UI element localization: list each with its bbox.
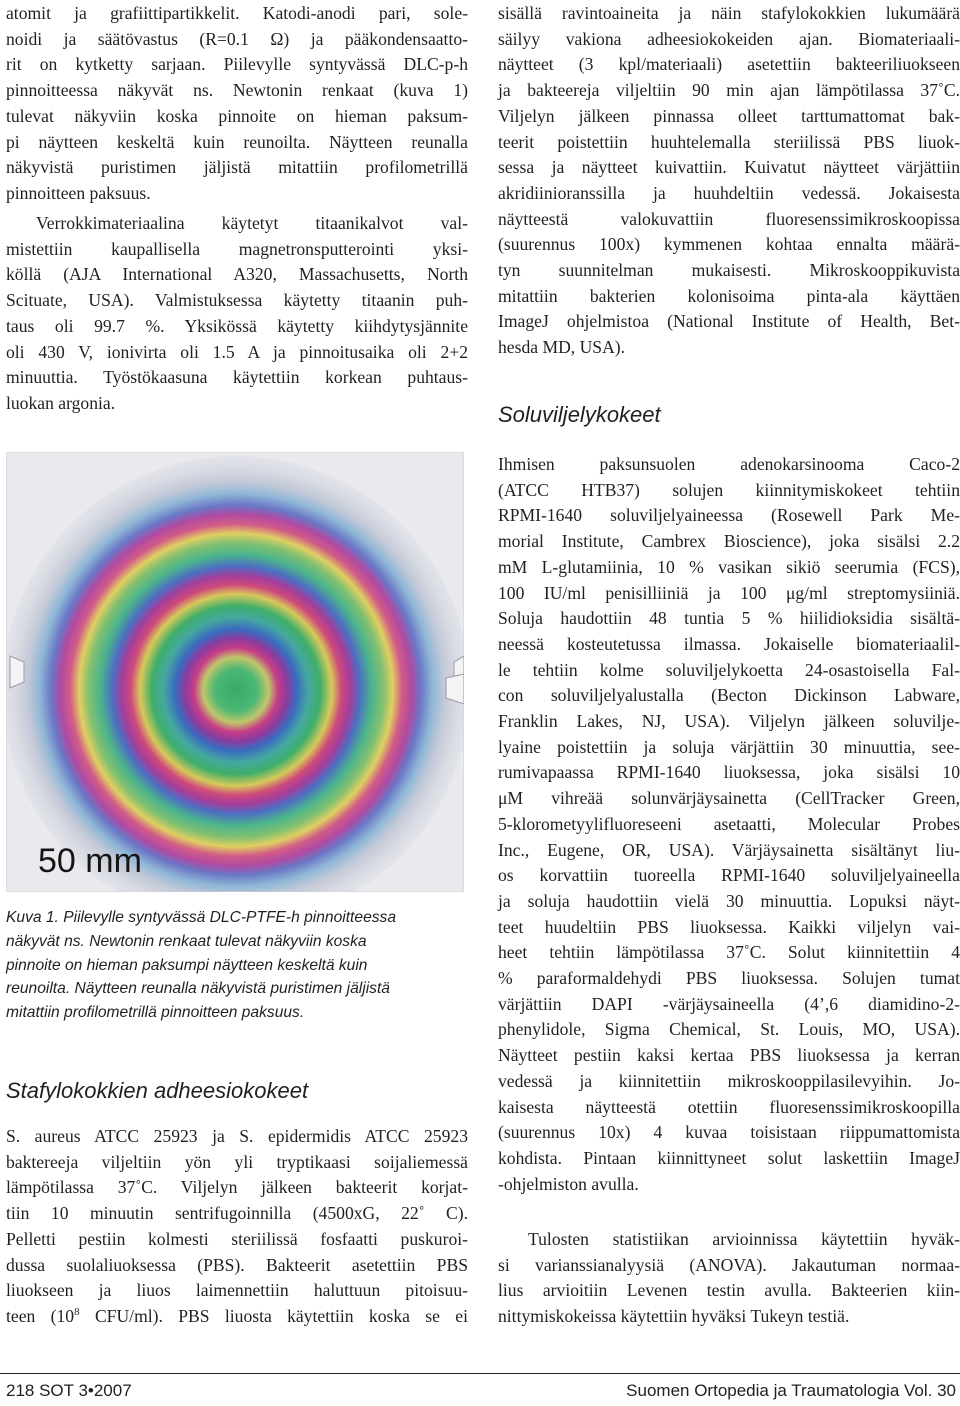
text-line: näytteet (3 kpl/materiaali) asetettiin bakteeriliuokseen (498, 54, 960, 75)
text-line: Soluja haudottiin 48 tuntia 5 % hiilidioksidia sisältä- (498, 608, 960, 629)
footer-rule (0, 1373, 960, 1374)
text-line: phenylidole, Sigma Chemical, St. Louis, MO, USA). (498, 1019, 960, 1040)
left-paragraph-2 (6, 211, 468, 417)
text-line: Scituate, USA). Valmistuksessa käytetty titaanin puh- (6, 290, 468, 311)
text-line: rumivapaassa RPMI-1640 liuoksessa, joka sisälsi 10 (498, 762, 960, 783)
text-line: kohdista. Pintaan kiinnittyneet solut laskettiin ImageJ (498, 1147, 960, 1168)
caption-line: Kuva 1. Piilevylle syntyvässä DLC-PTFE-h pinnoitteessa (6, 909, 397, 926)
text-line: Franklin Lakes, NJ, USA). Viljelyn jälkeen soluvilje- (498, 711, 960, 732)
right-paragraph-3 (498, 1227, 960, 1330)
text-line: Tulosten statistiikan arvioinnissa käytettiin hyväk- (528, 1229, 960, 1249)
text-line: heet tehtiin lämpötilassa 37˚C. Solut kiinnitettiin 4 (498, 942, 960, 963)
text-line: -ohjelmiston avulla. (498, 1173, 639, 1194)
text-line: (suurennus 100x) kymmenen kohtaa ennalta määrä- (498, 234, 960, 255)
text-line: rit on kytketty sarjaan. Piilevylle syntyvässä DLC-p-h (6, 54, 468, 75)
text-line: köllä (AJA International A320, Massachusetts, North (6, 264, 468, 285)
section-heading-staphylococci: Stafylokokkien adheesiokokeet (6, 1078, 309, 1103)
caption-line: reunoilta. Näytteen reunalla näkyvistä puristimen jäljistä (6, 980, 390, 998)
text-line: morial Institute, Cambrex Bioscience), joka sisälsi 2.2 (498, 531, 960, 552)
section-heading-cell-culture: Soluviljelykokeet (498, 402, 661, 427)
text-line: vedessä ja kiinnitettiin mikroskooppilasilevyihin. Jo- (498, 1070, 960, 1091)
text-line: 5-klorometyylifluoreseeni asetaatti, Molecular Probes (498, 813, 960, 834)
text-line (6, 1304, 468, 1330)
text-line: luokan argonia. (6, 392, 116, 413)
text-line: RPMI-1640 soluviljelyaineessa (Rosewell Park Me- (498, 505, 960, 526)
text-line: le tehtiin kolme soluviljelykoetta 24-osastoisella Fal- (498, 659, 960, 680)
text-fragment: teen (10 (6, 1305, 75, 1326)
caption-line: pinnoite on hieman paksumpi näytteen keskeltä kuin (6, 956, 368, 974)
text-line: lämpötilassa 37˚C. Viljelyn jälkeen bakteerit korjat- (6, 1177, 468, 1198)
text-line: nittymiskokeissa käytettiin hyväksi Tukeyn testiä. (498, 1306, 850, 1327)
text-line: mM L-glutamiinia, 10 % vasikan sikiö seerumia (FCS), (498, 556, 960, 577)
text-line: con soluviljelyalustalla (Becton Dickinson Labware, (498, 685, 960, 706)
text-line: sisällä ravintoaineita ja näin stafylokokkien lukumäärä (498, 3, 960, 23)
caption-line: mitattiin profilometrillä pinnoitteen paksuus. (6, 1004, 305, 1022)
text-line: ja bakteereja viljeltiin 90 min ajan lämpötilassa 37˚C. (498, 80, 960, 101)
text-line: minuuttia. Työstökaasuna käytettiin korkean puhtaus- (6, 367, 468, 388)
text-line: Viljelyn jälkeen pinnassa olleet tarttumattomat bak- (498, 105, 960, 126)
text-line: S. aureus ATCC 25923 ja S. epidermidis ATCC 25923 (6, 1126, 468, 1146)
footer-journal: Suomen Ortopedia ja Traumatologia Vol. 30 (626, 1381, 956, 1400)
caption-line: näkyvät ns. Newtonin renkaat tulevat näkyviin koska (6, 932, 367, 950)
text-line: Verrokkimateriaalina käytetyt titaanikalvot val- (36, 213, 468, 233)
text-line: Inc., Eugene, OR, USA). Värjäysainetta sisältänyt liu- (498, 839, 960, 860)
text-line: näkyvistä puristimen jäljistä mitattiin profilometrillä (6, 157, 468, 178)
superscript: 8 (74, 1306, 80, 1319)
scale-label: 50 mm (38, 842, 142, 880)
text-line: % paraformaldehydi PBS liuoksessa. Solujen tumat (498, 968, 960, 989)
newton-rings-image (6, 452, 464, 892)
text-line: näytteestä valokuvattiin fluoresenssimikroskoopissa (498, 208, 960, 229)
right-paragraph-2 (498, 452, 960, 1197)
right-paragraph-1 (498, 1, 960, 361)
left-paragraph-1 (6, 1, 468, 207)
text-line: mistettiin kaupallisella magnetronsputterointi yksi- (6, 238, 468, 259)
text-line: μM vihreää solunvärjäysainetta (CellTracker Green, (498, 788, 960, 809)
text-line: pinnoitteessa näkyvät ns. Newtonin renkaat (kuva 1) (6, 80, 468, 101)
text-line: pi näytteen keskeltä kuin reunoilta. Näytteen reunalla (6, 131, 468, 152)
footer-issue: 218 SOT 3•2007 (6, 1381, 132, 1400)
left-paragraph-3 (6, 1124, 468, 1330)
text-line: baktereeja viljeltiin yön yli tryptikaasi soijaliemessä (6, 1151, 468, 1172)
text-line: lyaine poistettiin ja soluja värjättiin 30 minuuttia, see- (498, 736, 960, 757)
text-line: ja soluja haudottiin vielä 30 minuuttia. Lopuksi näyt- (498, 890, 960, 911)
text-line: Näytteet pestiin kaksi kertaa PBS liuoksessa ja kerran (498, 1045, 960, 1066)
text-line: os korvattiin tuoreella RPMI-1640 soluviljelyaineella (498, 865, 960, 886)
text-fragment: CFU/ml). PBS liuosta käytettiin koska se ei (79, 1305, 468, 1326)
text-line: värjättiin DAPI -värjäysaineella (4’,6 diamidino-2- (498, 993, 960, 1014)
text-line: 100 IU/ml penisilliiniä ja 100 μg/ml streptomysiiniä. (498, 582, 960, 603)
text-line: oli 430 V, ionivirta oli 1.5 A ja pinnoitusaika oli 2+2 (6, 341, 468, 362)
text-line: tyn suunnitelman mukaisesti. Mikroskooppikuvista (498, 260, 960, 281)
figure-caption (6, 906, 466, 1025)
text-line: hesda MD, USA). (498, 337, 626, 358)
text-line: mitattiin bakterien kolonisoima pinta-ala käyttäen (498, 285, 960, 306)
text-line: tulevat näkyviin koska pinnoite on hieman paksum- (6, 105, 468, 126)
text-line: Ihmisen paksunsuolen adenokarsinooma Caco-2 (498, 454, 960, 474)
text-line: säilyy vakiona adheesiokokeiden ajan. Biomateriaali- (498, 28, 960, 49)
text-line: taus oli 99.7 %. Yksikössä käytetty kiihdytysjännite (6, 315, 468, 336)
text-line: pinnoitteen paksuus. (6, 182, 151, 203)
wafer-disc (6, 456, 464, 892)
text-line: si varianssianalyysiä (ANOVA). Jakautuman normaa- (498, 1254, 960, 1275)
text-line: kaisesta näytteestä otettiin fluoresenssimikroskoopilla (498, 1096, 960, 1117)
figure-newton-rings (6, 452, 464, 892)
text-line: dussa suolaliuoksessa (PBS). Bakteerit asetettiin PBS (6, 1254, 468, 1275)
text-line: sessa ja näytteet kuivattiin. Kuivatut näytteet värjättiin (498, 157, 960, 178)
text-line: teerit poistettiin huuhtelemalla steriilissä PBS liuok- (498, 131, 960, 152)
text-line: atomit ja grafiittipartikkelit. Katodi-anodi pari, sole- (6, 3, 468, 23)
text-line: teet huudeltiin PBS liuoksessa. Kaikki viljelyn vai- (498, 916, 960, 937)
text-line: lius arvioitiin Levenen testin avulla. Bakteerien kiin- (498, 1280, 960, 1301)
text-line: ImageJ ohjelmistoa (National Institute of Health, Bet- (498, 311, 960, 332)
text-line: akridiinioranssilla ja huuhdeltiin vedessä. Jokaisesta (498, 182, 960, 203)
text-line: noidi ja säätövastus (R=0.1 Ω) ja pääkondensaatto- (6, 28, 468, 49)
text-line: (suurennus 10x) 4 kuvaa toisistaan riippumattomista (498, 1122, 960, 1143)
text-line: liuokseen ja liuos laimennettiin haluttuun pitoisuu- (6, 1280, 468, 1301)
text-line: neessä kosteutetussa ilmassa. Jokaiselle biomateriaalil- (498, 633, 960, 654)
text-line: Pelletti pestiin kolmesti steriilissä fosfaatti puskuroi- (6, 1228, 468, 1249)
text-line: (ATCC HTB37) solujen kiinnitymiskokeet tehtiin (498, 479, 960, 500)
text-line: tiin 10 minuutin sentrifugoinnilla (4500xG, 22˚ C). (6, 1203, 468, 1224)
